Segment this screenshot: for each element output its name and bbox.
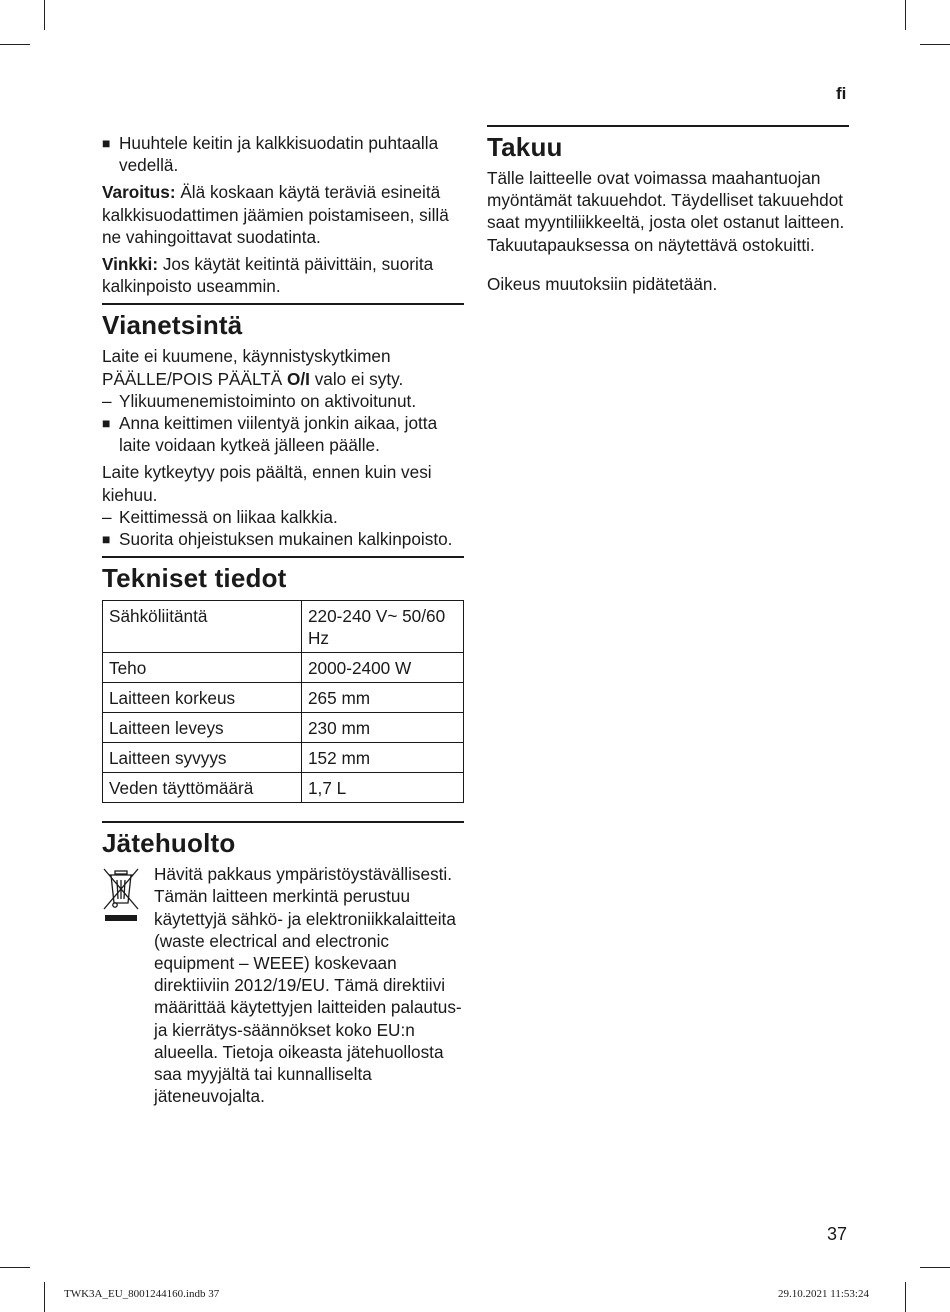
page-number: 37 bbox=[827, 1224, 848, 1244]
crop-mark bbox=[920, 44, 950, 45]
list-item: – Ylikuumenemistoiminto on aktivoitunut. bbox=[102, 390, 417, 411]
list-item: ■ Anna keittimen viilentyä jonkin aikaa, jotta laite voidaan kytkeä jälleen päälle. bbox=[102, 413, 438, 456]
spec-value: 220-240 V~ 50/60 Hz bbox=[302, 601, 464, 653]
spec-value: 1,7 L bbox=[302, 773, 464, 803]
right-column bbox=[487, 125, 849, 300]
disposal-block bbox=[102, 863, 464, 1107]
square-bullet-icon: ■ bbox=[102, 135, 111, 151]
warranty-heading: Takuu bbox=[487, 132, 563, 162]
crop-mark bbox=[0, 44, 30, 45]
spec-value: 152 mm bbox=[302, 743, 464, 773]
crop-mark bbox=[920, 1267, 950, 1268]
warning-paragraph: Varoitus: Älä koskaan käytä teräviä esineitä kalkkisuodattimen jäämien poistamiseen, sillä ne vahingoittavat suodatinta. bbox=[102, 182, 449, 247]
crop-mark bbox=[905, 1282, 906, 1312]
warranty-text: Tälle laitteelle ovat voimassa maahantuojan myöntämät takuuehdot. Täydelliset takuuehdot saat myyntiliikkeeltä, josta olet ostanut laitteen. Takuutapauksessa on näytettävä ostokuitti. bbox=[487, 168, 845, 255]
table-row bbox=[103, 713, 464, 743]
crop-mark bbox=[44, 1282, 45, 1312]
table-row bbox=[103, 683, 464, 713]
warning-label: Varoitus: bbox=[102, 182, 176, 203]
list-item: ■ Huuhtele keitin ja kalkkisuodatin puhtaalla vedellä. bbox=[102, 133, 439, 176]
problem-paragraph: Laite kytkeytyy pois päältä, ennen kuin vesi kiehuu. bbox=[102, 462, 432, 505]
table-row bbox=[103, 601, 464, 653]
dash-icon: – bbox=[102, 506, 112, 527]
spec-key: Teho bbox=[103, 653, 302, 683]
crop-mark bbox=[905, 0, 906, 30]
spec-value: 2000-2400 W bbox=[302, 653, 464, 683]
footer-timestamp: 29.10.2021 11:53:24 bbox=[778, 1288, 869, 1300]
spec-value: 265 mm bbox=[302, 683, 464, 713]
disposal-text: Hävitä pakkaus ympäristöystävällisesti. Tämän laitteen merkintä perustuu käytettyjä sähkö- ja elektroniikkalaitteita (waste electrical and electronic equipment – WEEE) koskevaan direktiiviin 2012/19/EU. Tämä direktiivi määrittää käytettyjen laitteiden palautus- ja kierrätys-säännökset koko EU:n alueella. Tietoja oikeasta jätehuollosta saa myyjältä tai kunnalliselta jäteneuvojalta. bbox=[154, 864, 462, 1107]
specs-heading: Tekniset tiedot bbox=[102, 563, 287, 594]
spec-key: Laitteen korkeus bbox=[103, 683, 302, 713]
weee-crossed-bin-icon bbox=[102, 863, 154, 1107]
section-divider bbox=[102, 303, 464, 305]
crop-mark bbox=[44, 0, 45, 30]
table-row bbox=[103, 773, 464, 803]
section-divider bbox=[102, 821, 464, 823]
list-item: ■ Suorita ohjeistuksen mukainen kalkinpoisto. bbox=[102, 529, 453, 550]
power-switch-symbol: O/I bbox=[287, 368, 310, 389]
crop-mark bbox=[0, 1267, 30, 1268]
spec-key: Sähköliitäntä bbox=[103, 601, 302, 653]
problem-paragraph: Laite ei kuumene, käynnistyskytkimen PÄÄLLE/POIS PÄÄLTÄ O/I valo ei syty. bbox=[102, 346, 404, 389]
dash-icon: – bbox=[102, 390, 112, 411]
language-code: fi bbox=[836, 84, 847, 103]
tip-label: Vinkki: bbox=[102, 254, 159, 275]
left-column bbox=[102, 132, 464, 1107]
square-bullet-icon: ■ bbox=[102, 531, 111, 548]
spec-value: 230 mm bbox=[302, 713, 464, 743]
spec-key: Laitteen syvyys bbox=[103, 743, 302, 773]
section-divider bbox=[487, 125, 849, 127]
footer-file-info: TWK3A_EU_8001244160.indb 37 bbox=[64, 1288, 220, 1300]
section-divider bbox=[102, 556, 464, 558]
tip-paragraph: Vinkki: Jos käytät keitintä päivittäin, suorita kalkinpoisto useammin. bbox=[102, 254, 434, 297]
square-bullet-icon: ■ bbox=[102, 415, 111, 432]
list-item: – Keittimessä on liikaa kalkkia. bbox=[102, 506, 338, 527]
reservation-text: Oikeus muutoksiin pidätetään. bbox=[487, 273, 718, 294]
disposal-heading: Jätehuolto bbox=[102, 828, 236, 859]
spec-key: Laitteen leveys bbox=[103, 713, 302, 743]
table-row bbox=[103, 743, 464, 773]
troubleshooting-heading: Vianetsintä bbox=[102, 310, 243, 341]
table-row bbox=[103, 653, 464, 683]
spec-key: Veden täyttömäärä bbox=[103, 773, 302, 803]
specs-table bbox=[102, 600, 464, 803]
